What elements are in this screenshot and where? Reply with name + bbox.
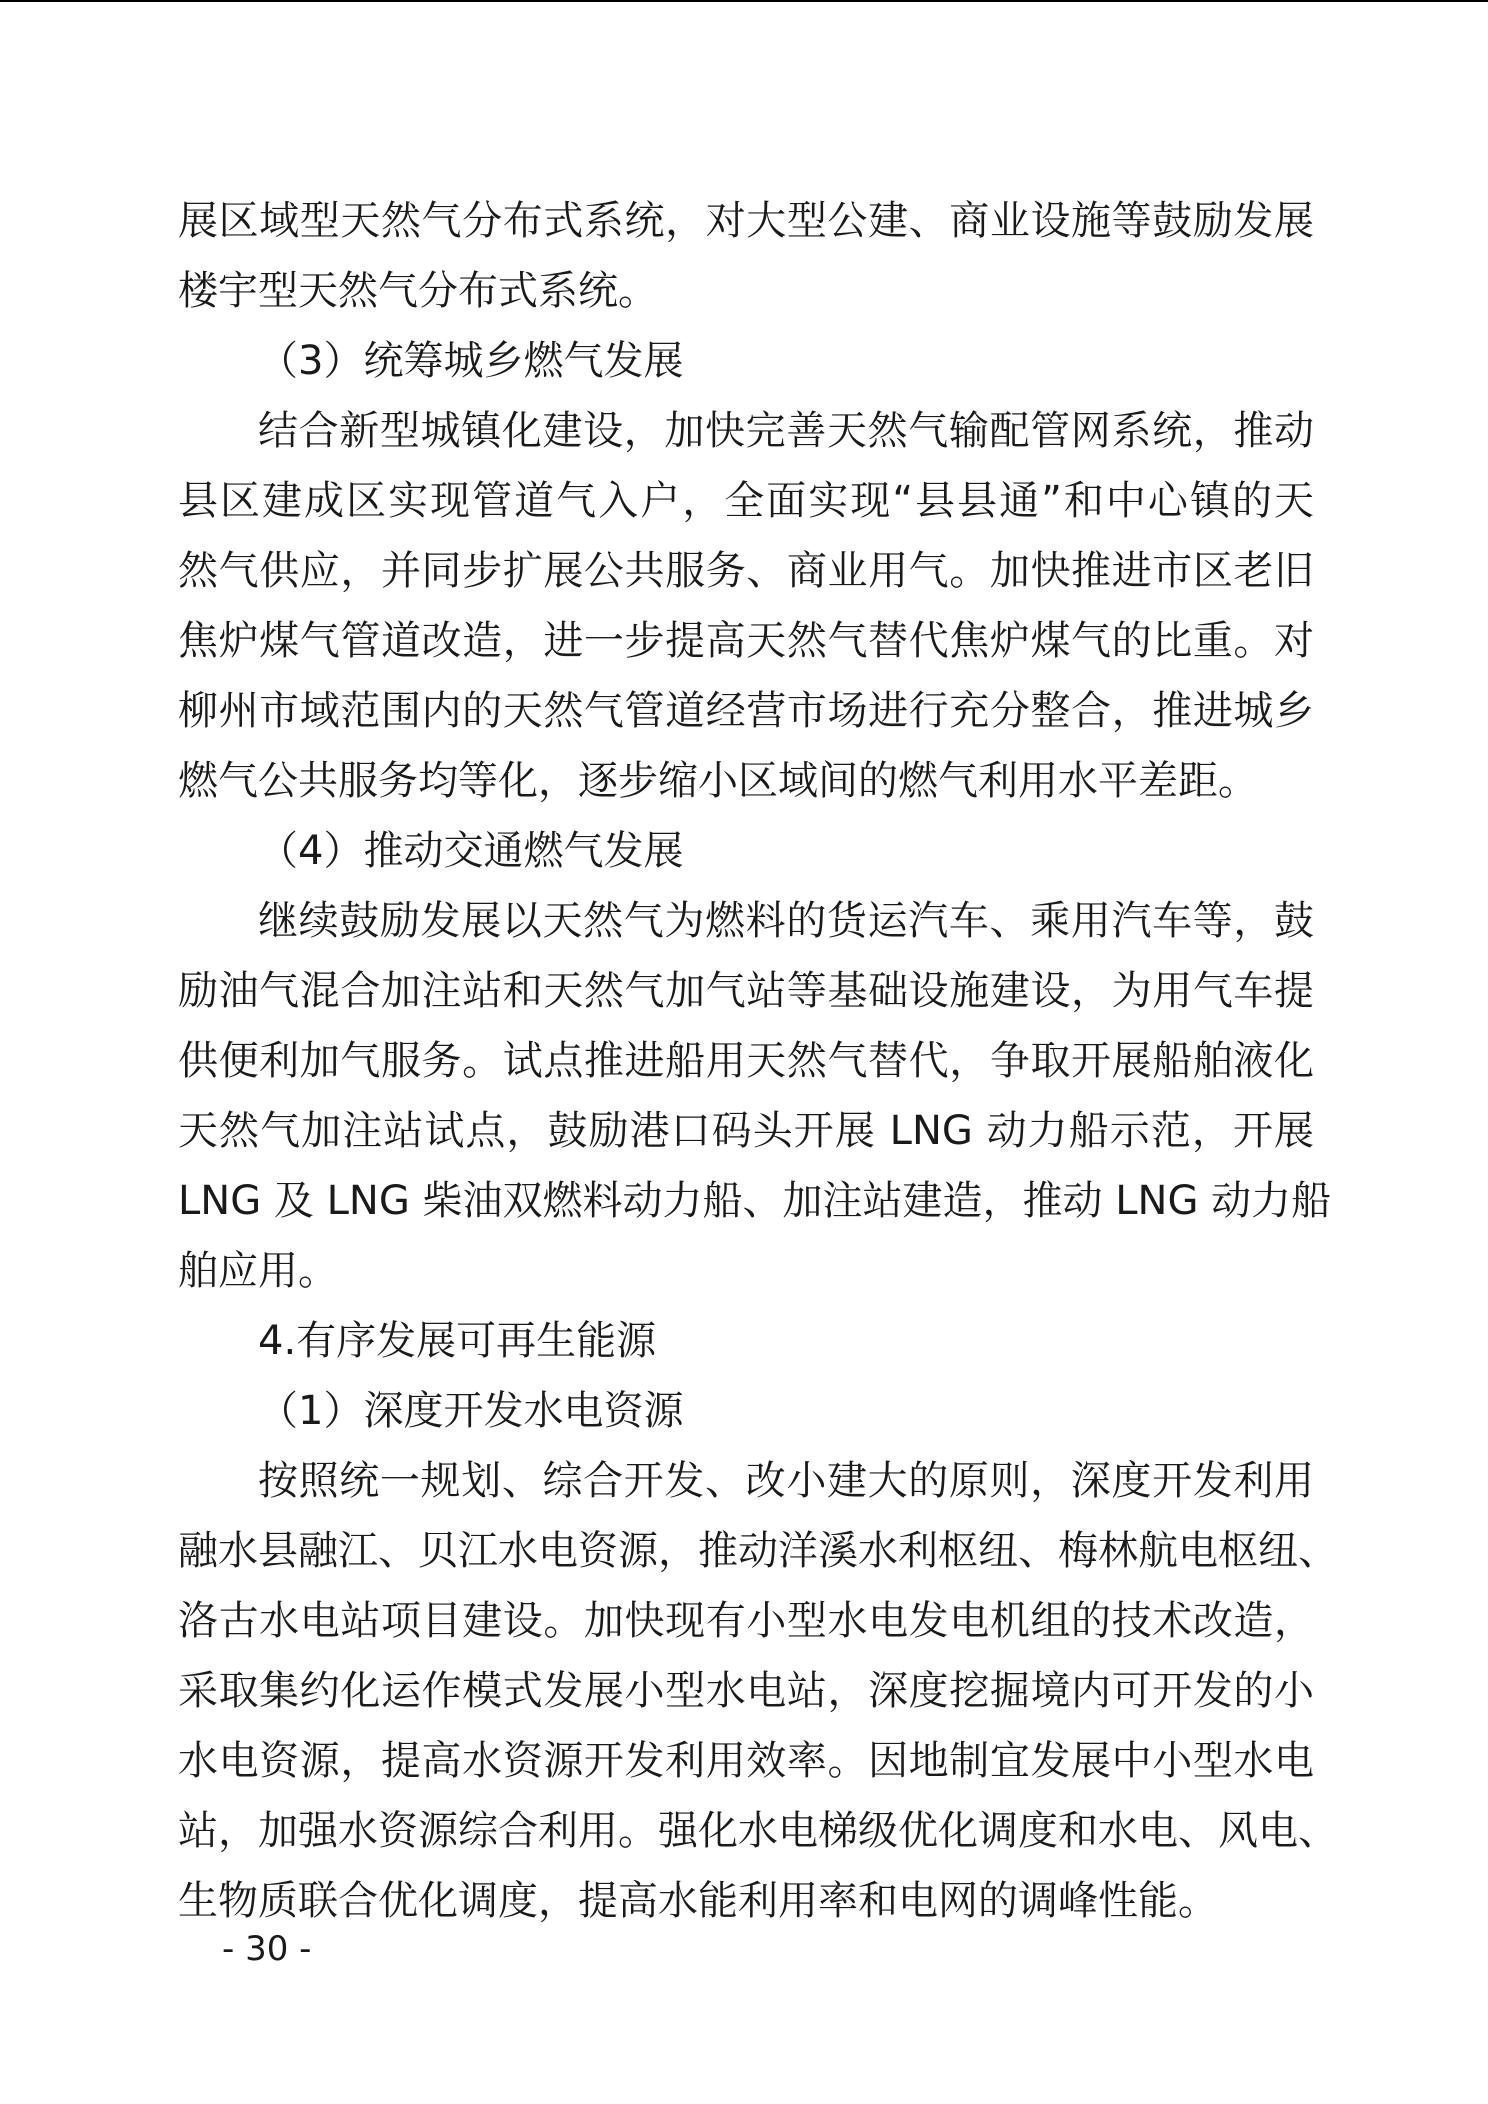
document-body (178, 186, 1338, 1936)
body-text-line: 展区域型天然气分布式系统，对大型公建、商业设施等鼓励发展 (178, 198, 1314, 244)
body-text-line: 站，加强水资源综合利用。强化水电梯级优化调度和水电、风电、 (178, 1808, 1338, 1854)
body-text-line: 水电资源，提高水资源开发利用效率。因地制宜发展中小型水电 (178, 1738, 1314, 1784)
section-heading: （1）深度开发水电资源 (258, 1388, 684, 1434)
body-text-line: 焦炉煤气管道改造，进一步提高天然气替代焦炉煤气的比重。对 (178, 618, 1314, 664)
body-text-line: 采取集约化运作模式发展小型水电站，深度挖掘境内可开发的小 (178, 1668, 1314, 1714)
section-heading: （4）推动交通燃气发展 (258, 828, 684, 874)
body-text-line: 洛古水电站项目建设。加快现有小型水电发电机组的技术改造， (178, 1598, 1314, 1644)
section-heading: 4.有序发展可再生能源 (258, 1318, 657, 1364)
section-heading: （3）统筹城乡燃气发展 (258, 338, 684, 384)
body-text-line: 按照统一规划、综合开发、改小建大的原则，深度开发利用 (258, 1458, 1314, 1504)
body-text-line: LNG 及 LNG 柴油双燃料动力船、加注站建造，推动 LNG 动力船 (178, 1178, 1332, 1224)
body-text-line: 励油气混合加注站和天然气加气站等基础设施建设，为用气车提 (178, 968, 1314, 1014)
body-text-line: 生物质联合优化调度，提高水能利用率和电网的调峰性能。 (178, 1878, 1218, 1924)
body-text-line: 县区建成区实现管道气入户，全面实现“县县通”和中心镇的天 (178, 478, 1314, 524)
body-text-line: 舶应用。 (178, 1248, 338, 1294)
body-text-line: 继续鼓励发展以天然气为燃料的货运汽车、乘用汽车等，鼓 (258, 898, 1314, 944)
body-text-line: 天然气加注站试点，鼓励港口码头开展 LNG 动力船示范，开展 (178, 1108, 1314, 1154)
top-border-line (0, 0, 1488, 2)
body-text-line: 结合新型城镇化建设，加快完善天然气输配管网系统，推动 (258, 408, 1314, 454)
body-text-line: 融水县融江、贝江水电资源，推动洋溪水利枢纽、梅林航电枢纽、 (178, 1528, 1338, 1574)
body-text-line: 楼宇型天然气分布式系统。 (178, 268, 658, 314)
body-text-line: 然气供应，并同步扩展公共服务、商业用气。加快推进市区老旧 (178, 548, 1314, 594)
body-text-line: 柳州市域范围内的天然气管道经营市场进行充分整合，推进城乡 (178, 688, 1314, 734)
page-number: - 30 - (222, 1929, 312, 1969)
body-text-line: 燃气公共服务均等化，逐步缩小区域间的燃气利用水平差距。 (178, 758, 1258, 804)
body-text-line: 供便利加气服务。试点推进船用天然气替代，争取开展船舶液化 (178, 1038, 1314, 1084)
